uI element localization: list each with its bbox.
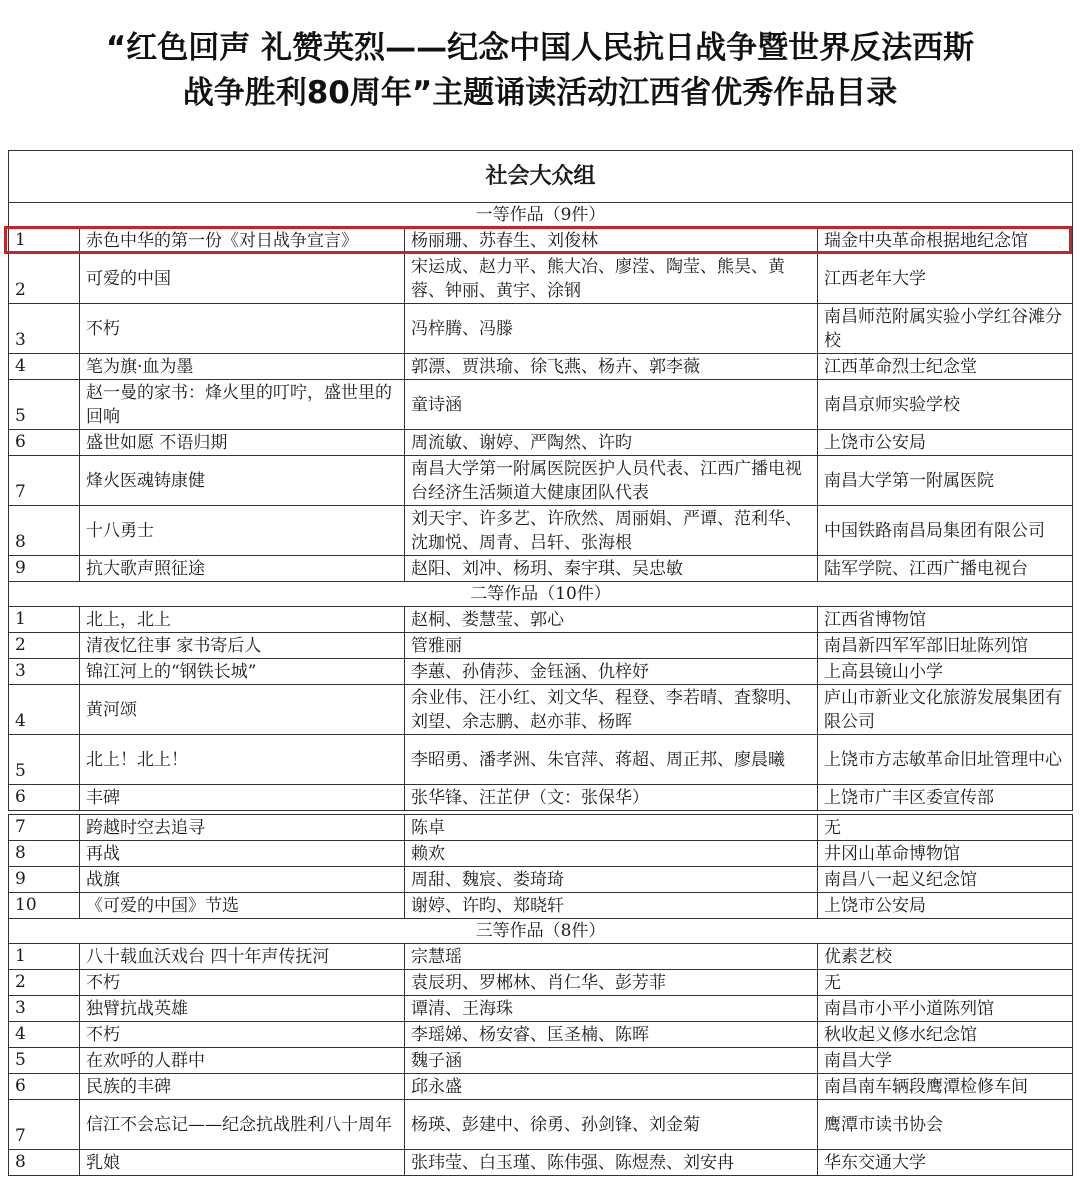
works-table-part-1 [8,150,1073,811]
table-row [9,841,1073,867]
tier1-header-text: 一等作品（9件） [9,203,1073,228]
row-number: 5 [9,1048,80,1074]
recommending-unit: 南昌大学 [818,1048,1073,1074]
row-number: 6 [9,430,80,456]
reciters: 张玮莹、白玉瑾、陈伟强、陈煜焘、刘安冉 [405,1150,818,1176]
recommending-unit: 井冈山革命博物馆 [818,841,1073,867]
work-title: 跨越时空去追寻 [80,815,405,841]
recommending-unit: 秋收起义修水纪念馆 [818,1022,1073,1048]
table-row [9,1048,1073,1074]
work-title: 抗大歌声照征途 [80,556,405,582]
table-row [9,785,1073,811]
work-title: 不朽 [80,1022,405,1048]
tier2-header [9,582,1073,607]
recommending-unit: 南昌大学第一附属医院 [818,456,1073,506]
group-header-text: 社会大众组 [9,151,1073,203]
work-title: 可爱的中国 [80,254,405,304]
reciters: 李蕙、孙倩莎、金钰涵、仇梓妤 [405,659,818,685]
table-row [9,506,1073,556]
work-title: 北上，北上 [80,607,405,633]
recommending-unit: 上饶市公安局 [818,893,1073,919]
work-title: 不朽 [80,970,405,996]
table-row [9,304,1073,354]
work-title: 丰碑 [80,785,405,811]
recommending-unit: 鹰潭市读书协会 [818,1100,1073,1150]
recommending-unit: 江西省博物馆 [818,607,1073,633]
work-title: 战旗 [80,867,405,893]
title-line-2: 战争胜利80周年”主题诵读活动江西省优秀作品目录 [182,75,898,111]
row-number: 9 [9,556,80,582]
reciters: 谭清、王海珠 [405,996,818,1022]
recommending-unit: 庐山市新业文化旅游发展集团有限公司 [818,685,1073,735]
reciters: 李昭勇、潘孝洲、朱官萍、蒋超、周正邦、廖晨曦 [405,735,818,785]
row-number: 2 [9,970,80,996]
tier3-header [9,919,1073,944]
recommending-unit: 优素艺校 [818,944,1073,970]
works-table-part-2 [8,814,1073,1176]
row-number: 8 [9,506,80,556]
row-number: 4 [9,1022,80,1048]
row-number: 6 [9,1074,80,1100]
recommending-unit: 瑞金中央革命根据地纪念馆 [818,228,1073,254]
reciters: 陈卓 [405,815,818,841]
group-header [9,151,1073,203]
table-row [9,685,1073,735]
table-row [9,815,1073,841]
reciters: 童诗涵 [405,380,818,430]
row-number: 4 [9,354,80,380]
work-title: 烽火医魂铸康健 [80,456,405,506]
recommending-unit: 江西老年大学 [818,254,1073,304]
work-title: 《可爱的中国》节选 [80,893,405,919]
reciters: 宗慧瑶 [405,944,818,970]
recommending-unit: 南昌八一起义纪念馆 [818,867,1073,893]
reciters: 南昌大学第一附属医院医护人员代表、江西广播电视台经济生活频道大健康团队代表 [405,456,818,506]
table-row [9,607,1073,633]
row-number: 6 [9,785,80,811]
row-number: 1 [9,944,80,970]
work-title: 再战 [80,841,405,867]
reciters: 张华锋、汪芷伊（文：张保华） [405,785,818,811]
row-number: 10 [9,893,80,919]
row-number: 8 [9,841,80,867]
table-row [9,633,1073,659]
table-row [9,228,1073,254]
reciters: 谢婷、许昀、郑晓轩 [405,893,818,919]
reciters: 李瑶娣、杨安睿、匡圣楠、陈晖 [405,1022,818,1048]
row-number: 2 [9,633,80,659]
reciters: 邱永盛 [405,1074,818,1100]
work-title: 赤色中华的第一份《对日战争宣言》 [80,228,405,254]
recommending-unit: 无 [818,815,1073,841]
row-number: 9 [9,867,80,893]
row-number: 7 [9,456,80,506]
title-line-1: “红色回声 礼赞英烈——纪念中国人民抗日战争暨世界反法西斯 [105,30,975,66]
recommending-unit: 中国铁路南昌局集团有限公司 [818,506,1073,556]
reciters: 魏子涵 [405,1048,818,1074]
row-number: 5 [9,380,80,430]
recommending-unit: 上饶市方志敏革命旧址管理中心 [818,735,1073,785]
row-number: 1 [9,607,80,633]
work-title: 信江不会忘记——纪念抗战胜利八十周年 [80,1100,405,1150]
work-title: 北上！北上！ [80,735,405,785]
table-row [9,354,1073,380]
table-row [9,1100,1073,1150]
recommending-unit: 南昌京师实验学校 [818,380,1073,430]
recommending-unit: 上高县镜山小学 [818,659,1073,685]
reciters: 赵桐、娄慧莹、郭心 [405,607,818,633]
work-title: 清夜忆往事 家书寄后人 [80,633,405,659]
work-title: 黄河颂 [80,685,405,735]
row-number: 5 [9,735,80,785]
row-number: 3 [9,304,80,354]
row-number: 8 [9,1150,80,1176]
table-row [9,456,1073,506]
row-number: 7 [9,1100,80,1150]
work-title: 八十载血沃戏台 四十年声传抚河 [80,944,405,970]
reciters: 袁辰玥、罗郴林、肖仁华、彭芳菲 [405,970,818,996]
recommending-unit: 南昌南车辆段鹰潭检修车间 [818,1074,1073,1100]
work-title: 锦江河上的“钢铁长城” [80,659,405,685]
work-title: 盛世如愿 不语归期 [80,430,405,456]
work-title: 笔为旗·血为墨 [80,354,405,380]
reciters: 赖欢 [405,841,818,867]
row-number: 7 [9,815,80,841]
reciters: 余业伟、汪小红、刘文华、程登、李若晴、査黎明、刘望、余志鹏、赵亦菲、杨晖 [405,685,818,735]
reciters: 刘天宇、许多艺、许欣然、周丽娟、严谭、范利华、沈珈悦、周青、吕轩、张海根 [405,506,818,556]
recommending-unit: 南昌新四军军部旧址陈列馆 [818,633,1073,659]
work-title: 独臂抗战英雄 [80,996,405,1022]
row-number: 3 [9,659,80,685]
work-title: 赵一曼的家书：烽火里的叮咛，盛世里的回响 [80,380,405,430]
recommending-unit: 南昌市小平小道陈列馆 [818,996,1073,1022]
reciters: 周甜、魏宸、娄琦琦 [405,867,818,893]
table-row [9,970,1073,996]
table-row [9,867,1073,893]
recommending-unit: 无 [818,970,1073,996]
row-number: 2 [9,254,80,304]
table-row [9,944,1073,970]
reciters: 郭漂、贾洪瑜、徐飞燕、杨卉、郭李薇 [405,354,818,380]
table-row [9,254,1073,304]
table-row [9,893,1073,919]
work-title: 在欢呼的人群中 [80,1048,405,1074]
row-number: 1 [9,228,80,254]
reciters: 杨丽珊、苏春生、刘俊林 [405,228,818,254]
row-number: 3 [9,996,80,1022]
recommending-unit: 陆军学院、江西广播电视台 [818,556,1073,582]
recommending-unit: 上饶市公安局 [818,430,1073,456]
tier1-header [9,203,1073,228]
reciters: 赵阳、刘冲、杨玥、秦宇琪、吴忠敏 [405,556,818,582]
table-row [9,1150,1073,1176]
recommending-unit: 华东交通大学 [818,1150,1073,1176]
work-title: 不朽 [80,304,405,354]
reciters: 管雅丽 [405,633,818,659]
recommending-unit: 江西革命烈士纪念堂 [818,354,1073,380]
recommending-unit: 南昌师范附属实验小学红谷滩分校 [818,304,1073,354]
tier2-header-text: 二等作品（10件） [9,582,1073,607]
table-row [9,430,1073,456]
work-title: 十八勇士 [80,506,405,556]
work-title: 民族的丰碑 [80,1074,405,1100]
document-title [0,26,1080,116]
reciters: 杨瑛、彭建中、徐勇、孙剑锋、刘金菊 [405,1100,818,1150]
reciters: 冯梓腾、冯滕 [405,304,818,354]
reciters: 宋运成、赵力平、熊大冶、廖滢、陶莹、熊昊、黄蓉、钟丽、黄宇、涂钢 [405,254,818,304]
table-row [9,659,1073,685]
table-row [9,556,1073,582]
table-row [9,1074,1073,1100]
table-row [9,996,1073,1022]
recommending-unit: 上饶市广丰区委宣传部 [818,785,1073,811]
tier3-header-text: 三等作品（8件） [9,919,1073,944]
table-row [9,735,1073,785]
reciters: 周流敏、谢婷、严陶然、许昀 [405,430,818,456]
table-row [9,380,1073,430]
table-row [9,1022,1073,1048]
row-number: 4 [9,685,80,735]
work-title: 乳娘 [80,1150,405,1176]
